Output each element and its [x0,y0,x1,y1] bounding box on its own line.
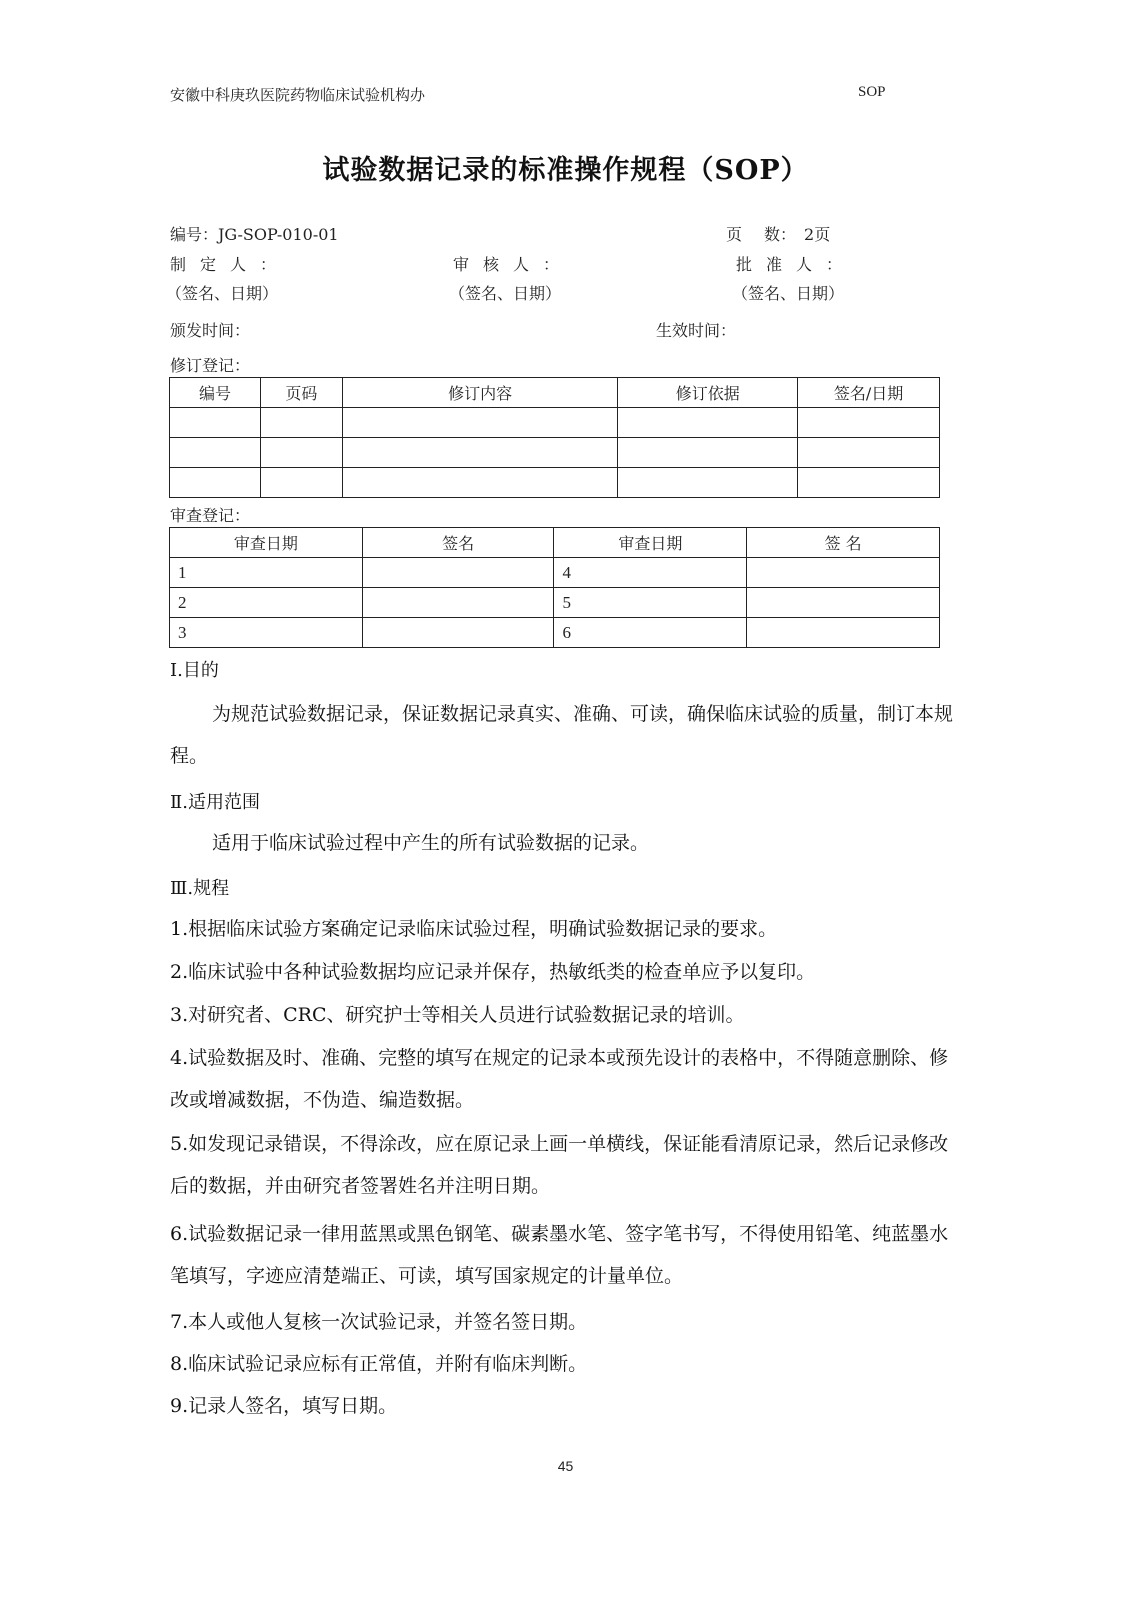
table-cell[interactable] [618,468,798,498]
drafter-label: 制定人： [170,255,291,274]
header-doc-type: SOP [858,84,886,100]
procedure-item-5: 5.如发现记录错误，不得涂改，应在原记录上画一单横线，保证能看清原记录，然后记录修改后的数据，并由研究者签署姓名并注明日期。 [170,1133,949,1197]
review-col-date-1: 审查日期 [170,528,363,558]
table-cell[interactable] [342,468,618,498]
section-heading-procedure: Ⅲ.规程 [170,878,230,899]
review-row-number: 6 [554,618,747,648]
table-cell[interactable] [747,588,940,618]
pages-value: 2页 [804,225,831,244]
revision-col-sign-date: 签名/日期 [798,378,940,408]
table-row [170,468,940,498]
table-row [170,558,940,588]
review-row-number: 5 [554,588,747,618]
table-cell[interactable] [362,558,554,588]
pages-label: 页 [726,225,743,244]
procedure-item-9: 9.记录人签名，填写日期。 [170,1395,398,1417]
section-text-purpose: 为规范试验数据记录，保证数据记录真实、准确、可读，确保临床试验的质量，制订本规程。 [170,703,954,767]
header-organization: 安徽中科庚玖医院药物临床试验机构办 [170,86,426,104]
approver-sign-note: （签名、日期） [732,284,845,303]
table-cell[interactable] [618,438,798,468]
document-title: 试验数据记录的标准操作规程（SOP） [322,155,809,186]
page-number: 45 [557,1458,574,1474]
revision-table [169,377,940,498]
procedure-item-6: 6.试验数据记录一律用蓝黑或黑色钢笔、碳素墨水笔、签字笔书写，不得使用铅笔、纯蓝墨水笔填写，字迹应清楚端正、可读，填写国家规定的计量单位。 [170,1223,949,1287]
review-col-sign-1: 签名 [362,528,554,558]
revision-label: 修订登记： [170,356,251,375]
procedure-item-2: 2.临床试验中各种试验数据均应记录并保存，热敏纸类的检查单应予以复印。 [170,961,816,983]
table-row [170,588,940,618]
table-cell[interactable] [798,468,940,498]
table-cell[interactable] [260,438,342,468]
procedure-item-7: 7.本人或他人复核一次试验记录，并签名签日期。 [170,1311,588,1333]
effective-time-label: 生效时间： [656,321,737,340]
revision-col-number: 编号 [170,378,261,408]
table-cell[interactable] [342,438,618,468]
pages-label-2: 数： [764,225,797,244]
review-table [169,527,940,648]
review-col-date-2: 审查日期 [554,528,747,558]
procedure-item-8: 8.临床试验记录应标有正常值，并附有临床判断。 [170,1353,588,1375]
reviewer-label: 审核人： [453,255,574,274]
table-cell[interactable] [618,408,798,438]
review-row-number: 4 [554,558,747,588]
drafter-sign-note: （签名、日期） [166,284,279,303]
table-cell[interactable] [747,558,940,588]
section-text-scope: 适用于临床试验过程中产生的所有试验数据的记录。 [212,832,650,854]
procedure-item-1: 1.根据临床试验方案确定记录临床试验过程，明确试验数据记录的要求。 [170,918,778,940]
table-cell[interactable] [362,588,554,618]
table-cell[interactable] [170,468,261,498]
section-heading-purpose: Ⅰ.目的 [170,660,219,681]
review-label: 审查登记： [170,506,251,525]
doc-number: 编号：JG-SOP-010-01 [170,225,339,244]
section-heading-scope: Ⅱ.适用范围 [170,792,260,813]
revision-col-page: 页码 [260,378,342,408]
revision-col-content: 修订内容 [342,378,618,408]
table-cell[interactable] [260,408,342,438]
review-row-number: 3 [170,618,363,648]
reviewer-sign-note: （签名、日期） [449,284,562,303]
review-row-number: 2 [170,588,363,618]
table-cell[interactable] [342,408,618,438]
review-col-sign-2: 签 名 [747,528,940,558]
procedure-item-4: 4.试验数据及时、准确、完整的填写在规定的记录本或预先设计的表格中，不得随意删除、修改或增减数据，不伪造、编造数据。 [170,1047,949,1111]
table-cell[interactable] [798,408,940,438]
table-cell[interactable] [747,618,940,648]
table-row [170,438,940,468]
revision-col-basis: 修订依据 [618,378,798,408]
table-row [170,408,940,438]
procedure-item-3: 3.对研究者、CRC、研究护士等相关人员进行试验数据记录的培训。 [170,1004,745,1026]
table-cell[interactable] [170,408,261,438]
table-cell[interactable] [260,468,342,498]
table-cell[interactable] [798,438,940,468]
issue-time-label: 颁发时间： [170,321,251,340]
table-row [170,618,940,648]
table-cell[interactable] [170,438,261,468]
review-row-number: 1 [170,558,363,588]
pages-count [726,222,830,245]
revision-header-row [170,378,940,408]
review-header-row [170,528,940,558]
table-cell[interactable] [362,618,554,648]
approver-label: 批准人： [736,255,857,274]
